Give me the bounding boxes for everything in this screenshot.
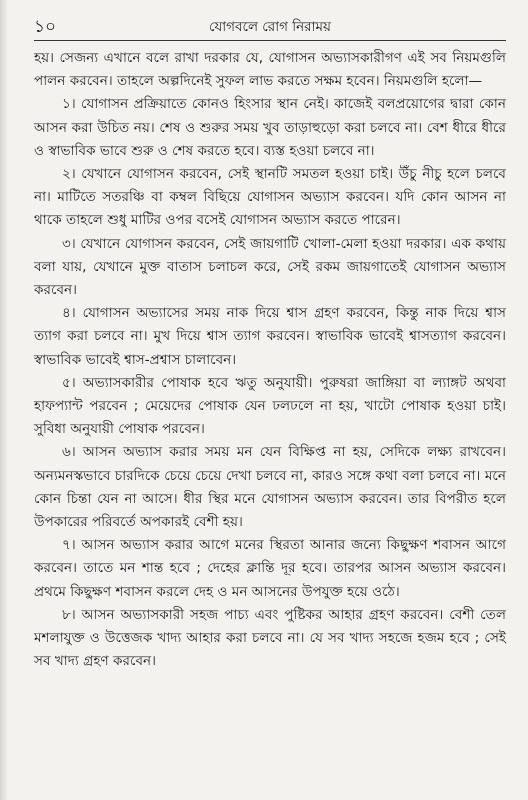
- rule-paragraph-2: ২। যেখানে যোগাসন করবেন, সেই স্থানটি সমতল হওয়া চাই। উঁচু নীচু হলে চলবে না। মাটিতে সতরঞ্চি বা কম্বল বিছিয়ে যোগাসন অভ্যাস করবেন। যদি কোন আসন না থাকে তাহলে শুধু মাটির ওপর বসেই যোগাসন অভ্যাস করতে পারেন।: [34, 166, 506, 229]
- page-header: [34, 10, 506, 41]
- rule-paragraph-8: ৮। আসন অভ্যাসকারী সহজ পাচ্য এবং পুষ্টিকর আহার গ্রহণ করবেন। বেশী তেল মশলাযুক্ত ও উত্তেজক খাদ্য আহার করা চলবে না। যে সব খাদ্য সহজে হজম হবে ; সেই সব খাদ্য গ্রহণ করবেন।: [34, 606, 506, 670]
- rule-paragraph-3: ৩। যেখানে যোগাসন করবেন, সেই জায়গাটি খোলা-মেলা হওয়া দরকার। এক কথায় বলা যায়, যেখানে মুক্ত বাতাস চলাচল করে, সেই রকম জায়গাতেই যোগাসন অভ্যাস করবেন।: [34, 235, 506, 299]
- intro-paragraph: হয়। সেজন্য এখানে বলে রাখা দরকার যে, যোগাসন অভ্যাসকারীগণ এই সব নিয়মগুলি পালন করবেন। তাহলে অল্পদিনেই সুফল লাভ করতে সক্ষম হবেন। নিয়মগুলি হলো—: [34, 50, 506, 90]
- rule-paragraph-5: ৫। অভ্যাসকারীর পোষাক হবে ঋতু অনুযায়ী। পুরুষরা জাঙ্গিয়া বা ল্যাঙ্গট অথবা হাফপ্যান্ট পরবেন ; মেয়েদের পোষাক যেন ঢলঢলে না হয়, খাটো পোষাক হওয়া চাই। সুবিধা অনুযায়ী পোষাক পরবেন।: [34, 374, 506, 438]
- page-edge-shadow: [0, 0, 8, 800]
- rule-paragraph-4: ৪। যোগাসন অভ্যাসের সময় নাক দিয়ে শ্বাস গ্রহণ করবেন, কিন্তু নাক দিয়ে শ্বাস ত্যাগ করা চলবে না। মুখ দিয়ে শ্বাস ত্যাগ করবেন। স্বাভাবিক ভাবেই শ্বাসত্যাগ করবেন। স্বাভাবিক ভাবেই শ্বাস-প্রশ্বাস চালাবেন।: [34, 305, 506, 368]
- rule-paragraph-1: ১। যোগাসন প্রক্রিয়াতে কোনও হিংসার স্থান নেই। কাজেই বলপ্রয়োগের দ্বারা কোন আসন করা উচিত নয়। শেষ ও শুরুর সময় খুব তাড়াহুড়ো করা চলবে না। বেশ ধীরে ধীরে ও স্বাভাবিক ভাবে শুরু ও শেষ করতে হবে। ব্যস্ত হওয়া চলবে না।: [34, 96, 506, 159]
- rule-paragraph-6: ৬। আসন অভ্যাস করার সময় মন যেন বিক্ষিপ্ত না হয়, সেদিকে লক্ষ্য রাখবেন। অন্যমনস্কভাবে চারদিকে চেয়ে চেয়ে দেখা চলবে না, কারও সঙ্গে কথা বলা চলবে না। মনে কোন চিন্তা যেন না আসে। ধীর স্থির মনে যোগাসন অভ্যাস করবেন। তার বিপরীত হলে উপকারের পরিবর্তে অপকারই বেশী হয়।: [34, 444, 506, 531]
- rule-paragraph-7: ৭। আসন অভ্যাস করার আগে মনের স্থিরতা আনার জন্যে কিছুক্ষণ শবাসন আগে করবেন। তাতে মন শান্ত হবে ; দেহের ক্লান্তি দূর হবে। তারপর আসন অভ্যাস করবেন। প্রথমে কিছুক্ষণ শবাসন করলে দেহ ও মন আসনের উপযুক্ত হয়ে ওঠে।: [34, 537, 506, 600]
- body-text: [34, 47, 506, 673]
- page-number: ১০: [34, 17, 57, 37]
- running-title: যোগবলে রোগ নিরাময়: [209, 19, 331, 35]
